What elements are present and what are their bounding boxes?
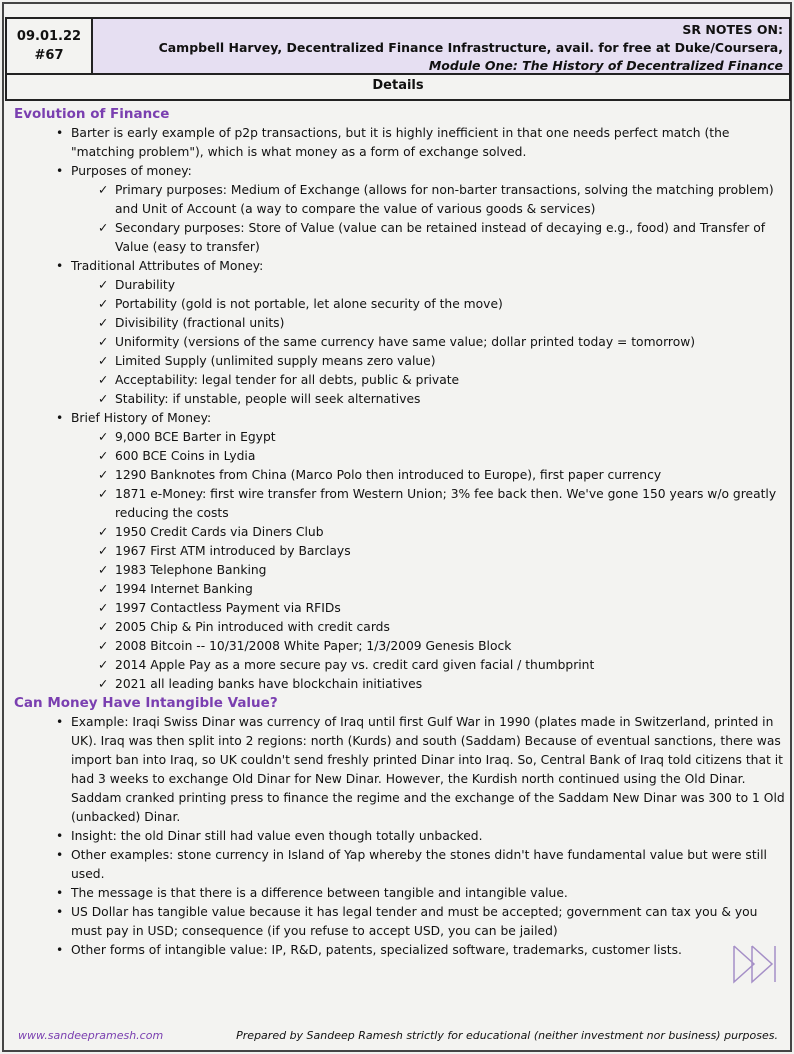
sub-item — [98, 523, 786, 542]
check-icon: ✓ — [98, 487, 109, 501]
sub-item-text: Limited Supply (unlimited supply means zero value) — [115, 354, 436, 368]
check-icon: ✓ — [98, 563, 109, 577]
sub-item — [98, 542, 786, 561]
item-text: Purposes of money: — [71, 164, 192, 178]
item-text: US Dollar has tangible value because it has legal tender and must be accepted; government can tax you & you must pay in USD; consequence (if you refuse to accept USD, you can be jailed) — [71, 905, 758, 938]
section-title: Evolution of Finance — [14, 106, 170, 122]
sub-item — [98, 219, 786, 257]
check-icon: ✓ — [98, 468, 109, 482]
sub-item-text: 2021 all leading banks have blockchain initiatives — [115, 677, 423, 691]
item-text: Other forms of intangible value: IP, R&D, patents, specialized software, trademarks, customer lists. — [71, 943, 682, 957]
sub-item — [98, 371, 786, 390]
sub-item — [98, 428, 786, 447]
sub-item-text: Uniformity (versions of the same currency have same value; dollar printed today = tomorrow) — [115, 335, 696, 349]
section-title: Can Money Have Intangible Value? — [14, 695, 278, 711]
check-icon: ✓ — [98, 449, 109, 463]
sub-item-text: 1871 e-Money: first wire transfer from Western Union; 3% fee back then. We've gone 150 years w/o greatly reducing the costs — [115, 487, 777, 520]
sub-item-text: Portability (gold is not portable, let alone security of the move) — [115, 297, 503, 311]
sub-item — [98, 466, 786, 485]
item-text: Brief History of Money: — [71, 411, 212, 425]
logo-icon — [732, 944, 778, 984]
check-icon: ✓ — [98, 183, 109, 197]
list-item — [57, 846, 786, 884]
header-label: SR NOTES ON: — [682, 22, 783, 37]
sub-item-text: Acceptability: legal tender for all debts, public & private — [115, 373, 460, 387]
sub-item-text: 9,000 BCE Barter in Egypt — [115, 430, 276, 444]
check-icon: ✓ — [98, 392, 109, 406]
disclaimer: Prepared by Sandeep Ramesh strictly for educational (neither investment nor business) purposes. — [236, 1029, 778, 1042]
sub-item-text: 1290 Banknotes from China (Marco Polo then introduced to Europe), first paper currency — [115, 468, 662, 482]
sub-item-text: Stability: if unstable, people will seek alternatives — [115, 392, 421, 406]
check-icon: ✓ — [98, 430, 109, 444]
header-module: Module One: The History of Decentralized Finance — [428, 58, 783, 73]
check-icon: ✓ — [98, 221, 109, 235]
sub-item — [98, 656, 786, 675]
sub-list — [71, 276, 786, 409]
list-item — [57, 903, 786, 941]
check-icon: ✓ — [98, 582, 109, 596]
header — [5, 17, 791, 75]
check-icon: ✓ — [98, 677, 109, 691]
check-icon: ✓ — [98, 601, 109, 615]
sub-item-text: 2014 Apple Pay as a more secure pay vs. credit card given facial / thumbprint — [115, 658, 595, 672]
check-icon: ✓ — [98, 658, 109, 672]
details-heading: Details — [5, 73, 791, 101]
sub-item — [98, 561, 786, 580]
sub-item — [98, 295, 786, 314]
sub-list — [71, 181, 786, 257]
sub-item-text: Secondary purposes: Store of Value (value can be retained instead of decaying e.g., food) and Transfer of Value (easy to transfer) — [115, 221, 766, 254]
header-meta — [7, 19, 93, 73]
sub-item — [98, 352, 786, 371]
list-item — [57, 124, 786, 162]
sub-item — [98, 181, 786, 219]
sub-item — [98, 618, 786, 637]
header-title-block — [93, 19, 789, 73]
list-item — [57, 941, 786, 960]
sub-item-text: Divisibility (fractional units) — [115, 316, 285, 330]
sub-item-text: 2008 Bitcoin -- 10/31/2008 White Paper; 1/3/2009 Genesis Block — [115, 639, 512, 653]
sub-item — [98, 276, 786, 295]
sub-item — [98, 314, 786, 333]
item-text: Traditional Attributes of Money: — [71, 259, 264, 273]
item-text: The message is that there is a difference between tangible and intangible value. — [71, 886, 568, 900]
check-icon: ✓ — [98, 297, 109, 311]
sub-item — [98, 390, 786, 409]
item-text: Insight: the old Dinar still had value even though totally unbacked. — [71, 829, 483, 843]
page — [2, 2, 792, 1052]
list-item — [57, 827, 786, 846]
sub-item — [98, 447, 786, 466]
sub-item-text: Primary purposes: Medium of Exchange (allows for non-barter transactions, solving the matching problem) and Unit of Account (a way to compare the value of various goods & services) — [115, 183, 774, 216]
check-icon: ✓ — [98, 639, 109, 653]
check-icon: ✓ — [98, 316, 109, 330]
sub-item-text: 2005 Chip & Pin introduced with credit cards — [115, 620, 390, 634]
sub-item-text: 1950 Credit Cards via Diners Club — [115, 525, 324, 539]
note-number: #67 — [34, 48, 64, 63]
sub-item-text: 1997 Contactless Payment via RFIDs — [115, 601, 341, 615]
sub-item — [98, 599, 786, 618]
check-icon: ✓ — [98, 544, 109, 558]
list-item — [57, 257, 786, 409]
check-icon: ✓ — [98, 373, 109, 387]
sub-item-text: 1994 Internet Banking — [115, 582, 253, 596]
sub-item — [98, 485, 786, 523]
list-item — [57, 713, 786, 827]
sub-item — [98, 580, 786, 599]
bullet-list — [14, 124, 786, 694]
check-icon: ✓ — [98, 335, 109, 349]
note-date: 09.01.22 — [16, 29, 82, 44]
list-item — [57, 162, 786, 257]
check-icon: ✓ — [98, 620, 109, 634]
sub-list — [71, 428, 786, 694]
item-text: Other examples: stone currency in Island of Yap whereby the stones didn't have fundamental value but were still used. — [71, 848, 767, 881]
sub-item-text: 1983 Telephone Banking — [115, 563, 267, 577]
check-icon: ✓ — [98, 278, 109, 292]
list-item — [57, 884, 786, 903]
website-link[interactable]: www.sandeepramesh.com — [18, 1029, 164, 1042]
notes-content — [14, 105, 786, 960]
check-icon: ✓ — [98, 525, 109, 539]
sub-item-text: 1967 First ATM introduced by Barclays — [115, 544, 351, 558]
list-item — [57, 409, 786, 694]
check-icon: ✓ — [98, 354, 109, 368]
header-title: Campbell Harvey, Decentralized Finance Infrastructure, avail. for free at Duke/Coursera, — [158, 40, 783, 55]
item-text: Example: Iraqi Swiss Dinar was currency of Iraq until first Gulf War in 1990 (plates made in Switzerland, printed in UK). Iraq was then split into 2 regions: north (Kurds) and south (Saddam) Because of eventual sanctions, there was import ban into Iraq, so UK couldn't send freshly printed Dinar into Iraq. So, Central Bank of Iraq told citizens that it had 3 weeks to exchange Old Dinar for New Dinar. However, the Kurdish north continued using the Old Dinar. Saddam cranked printing press to finance the regime and the exchange of the Saddam New Dinar was 300 to 1 Old (unbacked) Dinar. — [71, 715, 785, 824]
sub-item — [98, 333, 786, 352]
sub-item — [98, 637, 786, 656]
sub-item-text: Durability — [115, 278, 176, 292]
item-text: Barter is early example of p2p transactions, but it is highly inefficient in that one needs perfect match (the "matching problem"), which is what money as a form of exchange solved. — [71, 126, 730, 159]
bullet-list — [14, 713, 786, 960]
sub-item-text: 600 BCE Coins in Lydia — [115, 449, 256, 463]
sub-item — [98, 675, 786, 694]
